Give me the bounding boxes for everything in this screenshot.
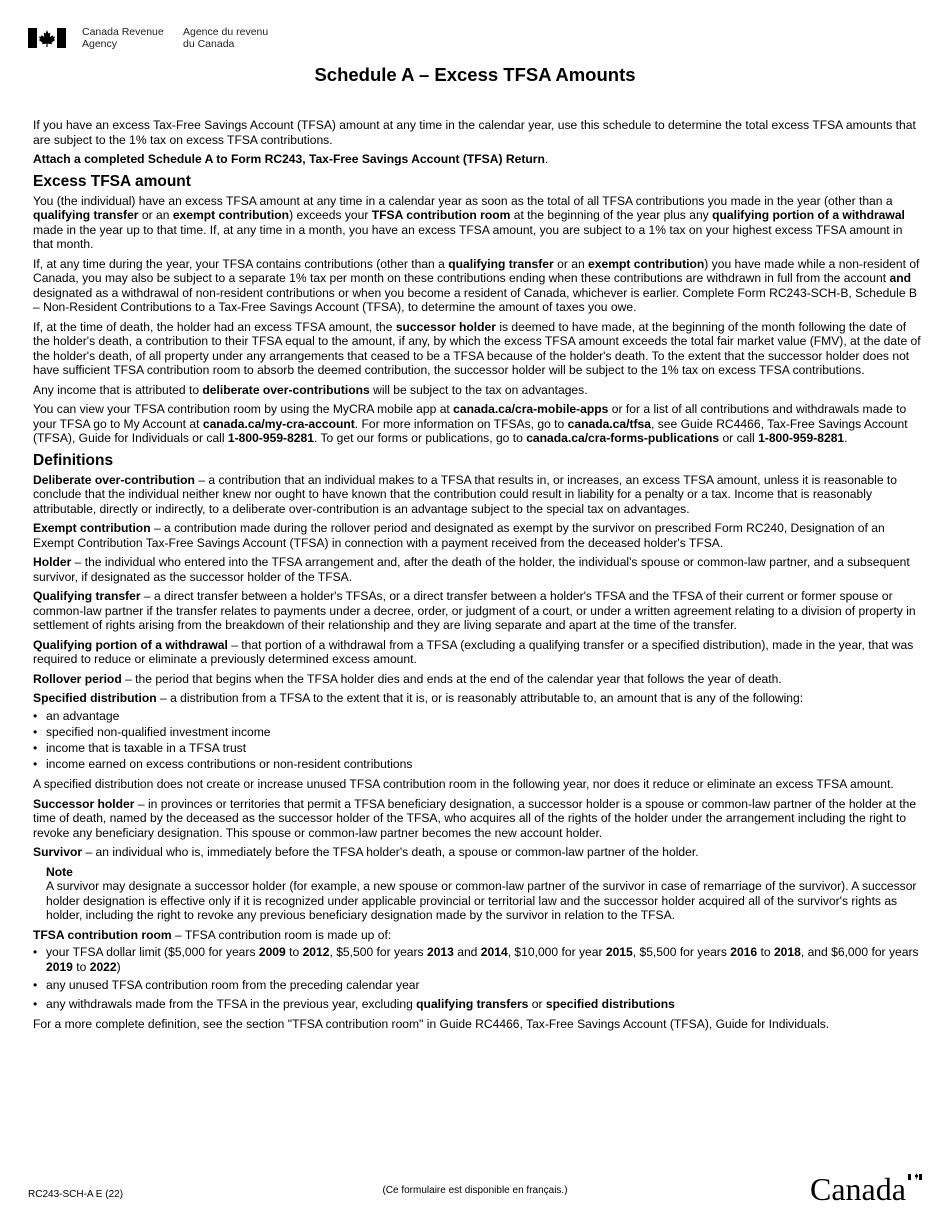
list-item: • an advantage	[33, 709, 923, 724]
definition-rollover-period: Rollover period – the period that begins when the TFSA holder dies and ends at the end of the calendar year that follows the year of death.	[33, 671, 782, 686]
agency-name-french	[183, 27, 268, 50]
agency-fr-line1: Agence du revenu	[183, 26, 269, 38]
agency-en-line2: Agency	[82, 37, 118, 50]
definition-qualifying-transfer: Qualifying transfer – a direct transfer between a holder's TFSAs, or a direct transfer between a holder's TFSA and the TFSA of their current or former spouse or common-law partner if the transfer relates to payments under a decree, order, or judgment of a court, or under a written agreement relating to a division of property in settlement of rights arising from the breakdown of their relationship and they are living separate and apart at the time of the transfer.	[33, 589, 916, 632]
excess-paragraph-5: You can view your TFSA contribution room by using the MyCRA mobile app at canada.ca/cra-mobile-apps or for a list of all contributions and withdrawals made to your TFSA go to My Account at canada.ca/my-cra-account. For more information on TFSAs, go to canada.ca/tfsa, see Guide RC4466, Tax-Free Savings Account (TFSA), Guide for Individuals or call 1-800-959-8281. To get our forms or publications, go to canada.ca/cra-forms-publications or call 1-800-959-8281.	[33, 402, 908, 445]
survivor-note	[46, 865, 923, 923]
agency-name-english	[82, 27, 164, 50]
note-heading: Note	[46, 864, 73, 879]
definition-survivor: Survivor – an individual who is, immediately before the TFSA holder's death, a spouse or common-law partner of the holder.	[33, 845, 699, 859]
page-title: Schedule A – Excess TFSA Amounts	[314, 64, 636, 85]
link-cra-forms-publications[interactable]: canada.ca/cra-forms-publications	[526, 431, 720, 445]
canada-wordmark-logo	[810, 1170, 922, 1204]
definition-specified-distribution: Specified distribution – a distribution from a TFSA to the extent that it is, or is reasonably attributable to, an amount that is any of the following:	[33, 691, 804, 705]
definition-holder: Holder – the individual who entered into the TFSA arrangement and, after the death of the holder, the individual's spouse or common-law partner, and a subsequent survivor, if designated as the successor holder of the TFSA.	[33, 555, 910, 584]
phone-number: 1-800-959-8281	[758, 431, 845, 445]
list-item: • income earned on excess contributions or non-resident contributions	[33, 757, 923, 772]
definition-qualifying-portion: Qualifying portion of a withdrawal – that portion of a withdrawal from a TFSA (excluding a qualifying transfer or a specified distribution), made in the year, that was required to reduce or eliminate a previously determined excess amount.	[33, 637, 914, 666]
definition-successor-holder: Successor holder – in provinces or territories that permit a TFSA beneficiary designation, a successor holder is a spouse or common-law partner of the holder at the time of death, named by the deceased as the successor holder of the TFSA, who acquires all of the rights of the holder under the arrangement including the right to revoke any beneficiary designation. This spouse or common-law partner becomes the new account holder.	[33, 796, 917, 840]
note-text: A survivor may designate a successor holder (for example, a new spouse or common-law partner of the survivor in case of remarriage of the survivor). A successor holder designation is effective only if it is recognized under applicable provincial or territorial law and the successor holder acquired all of the survivor's rights as holder, including the right to revoke any previous beneficiary designation made by the survivor in relation to the TFSA.	[46, 879, 917, 922]
specified-distribution-list	[33, 709, 923, 772]
definition-tfsa-contribution-room: TFSA contribution room – TFSA contribution room is made up of:	[33, 927, 392, 942]
list-item: • specified non-qualified investment income	[33, 725, 923, 740]
list-item: • income that is taxable in a TFSA trust	[33, 741, 923, 756]
excess-paragraph-4: Any income that is attributed to deliberate over-contributions will be subject to the tax on advantages.	[33, 382, 588, 397]
list-item: • your TFSA dollar limit ($5,000 for years 2009 to 2012, $5,500 for years 2013 and 2014, $10,000 for year 2015, $5,500 for years 2016 to 2018, and $6,000 for years 2019 to 2022)	[33, 945, 923, 974]
specified-distribution-note: A specified distribution does not create or increase unused TFSA contribution room in the following year, nor does it reduce or eliminate an excess TFSA amount.	[33, 777, 894, 791]
contribution-room-list	[33, 945, 923, 1011]
list-item: • any unused TFSA contribution room from the preceding calendar year	[33, 978, 923, 993]
phone-number: 1-800-959-8281	[227, 431, 314, 445]
link-my-cra-account[interactable]: canada.ca/my-cra-account	[202, 416, 355, 431]
canada-flag-icon	[28, 28, 66, 48]
excess-paragraph-1: You (the individual) have an excess TFSA amount at any time in a calendar year as soon as the total of all TFSA contributions you made in the year (other than a qualifying transfer or an exempt contribution) exceeds your TFSA contribution room at the beginning of the year plus any qualifying portion of a withdrawal made in the year up to that time. If, at any time in a month, you have an excess TFSA amount, you are subject to a 1% tax on your highest excess TFSA amount in that month.	[33, 193, 905, 251]
agency-en-line1: Canada Revenue	[82, 26, 164, 38]
excess-paragraph-3: If, at the time of death, the holder had an excess TFSA amount, the successor holder is deemed to have made, at the beginning of the month following the date of the holder's death, a contribution to their TFSA equal to the amount, if any, by which the excess TFSA amount exceeds the total fair market value (FMV), at the date of the holder's death, of all property under any arrangements that ceased to be a TFSA because of the holder's death. To the extent that the successor holder does not have sufficient TFSA contribution room to absorb the deemed contribution, the successor holder will be subject to the 1% tax on excess TFSA contributions.	[33, 319, 921, 377]
document-body	[33, 118, 923, 1037]
attach-instruction: Attach a completed Schedule A to Form RC243, Tax-Free Savings Account (TFSA) Return.	[33, 152, 549, 166]
intro-paragraph: If you have an excess Tax-Free Savings Account (TFSA) amount at any time in the calendar year, use this schedule to determine the total excess TFSA amounts that are subject to the 1% tax on excess TFSA contributions.	[33, 118, 916, 147]
definition-deliberate-over-contribution: Deliberate over-contribution – a contribution that an individual makes to a TFSA that results in, or increases, an excess TFSA amount, unless it is reasonable to conclude that the individual neither knew nor ought to have known that the contribution could result in liability for a penalty or a tax. Income that is reasonably attributable, directly or indirectly, to a deliberate over-contribution is an advantage subject to the special tax on advantages.	[33, 472, 897, 516]
definitions-heading: Definitions	[33, 451, 114, 469]
agency-fr-line2: du Canada	[183, 37, 235, 50]
excess-paragraph-2: If, at any time during the year, your TFSA contains contributions (other than a qualifying transfer or an exempt contribution) you have made while a non-resident of Canada, you may also be subject to a separate 1% tax per month on these contributions ending when these contributions are withdrawn in full from the account and designated as a withdrawal of non-resident contributions or when you become a resident of Canada, whichever is earlier. Complete Form RC243-SCH-B, Schedule B – Non-Resident Contributions to a Tax-Free Savings Account (TFSA), to determine the amount of taxes you owe.	[33, 256, 920, 314]
form-code: RC243-SCH-A E (22)	[28, 1189, 124, 1200]
link-cra-mobile-apps[interactable]: canada.ca/cra-mobile-apps	[453, 402, 609, 416]
link-tfsa[interactable]: canada.ca/tfsa	[567, 416, 651, 431]
contribution-room-closing: For a more complete definition, see the section "TFSA contribution room" in Guide RC4466, Tax-Free Savings Account (TFSA), Guide for Individuals.	[33, 1017, 830, 1031]
excess-tfsa-heading: Excess TFSA amount	[33, 172, 191, 190]
definition-exempt-contribution: Exempt contribution – a contribution made during the rollover period and designated as exempt by the survivor on prescribed Form RC240, Designation of an Exempt Contribution Tax-Free Savings Account (TFSA) in connection with a payment received from the deceased holder's TFSA.	[33, 521, 885, 550]
wordmark-text: Canada	[810, 1171, 906, 1204]
list-item: • any withdrawals made from the TFSA in the previous year, excluding qualifying transfers or specified distributions	[33, 997, 923, 1012]
french-availability-note: (Ce formulaire est disponible en français.)	[382, 1185, 568, 1196]
